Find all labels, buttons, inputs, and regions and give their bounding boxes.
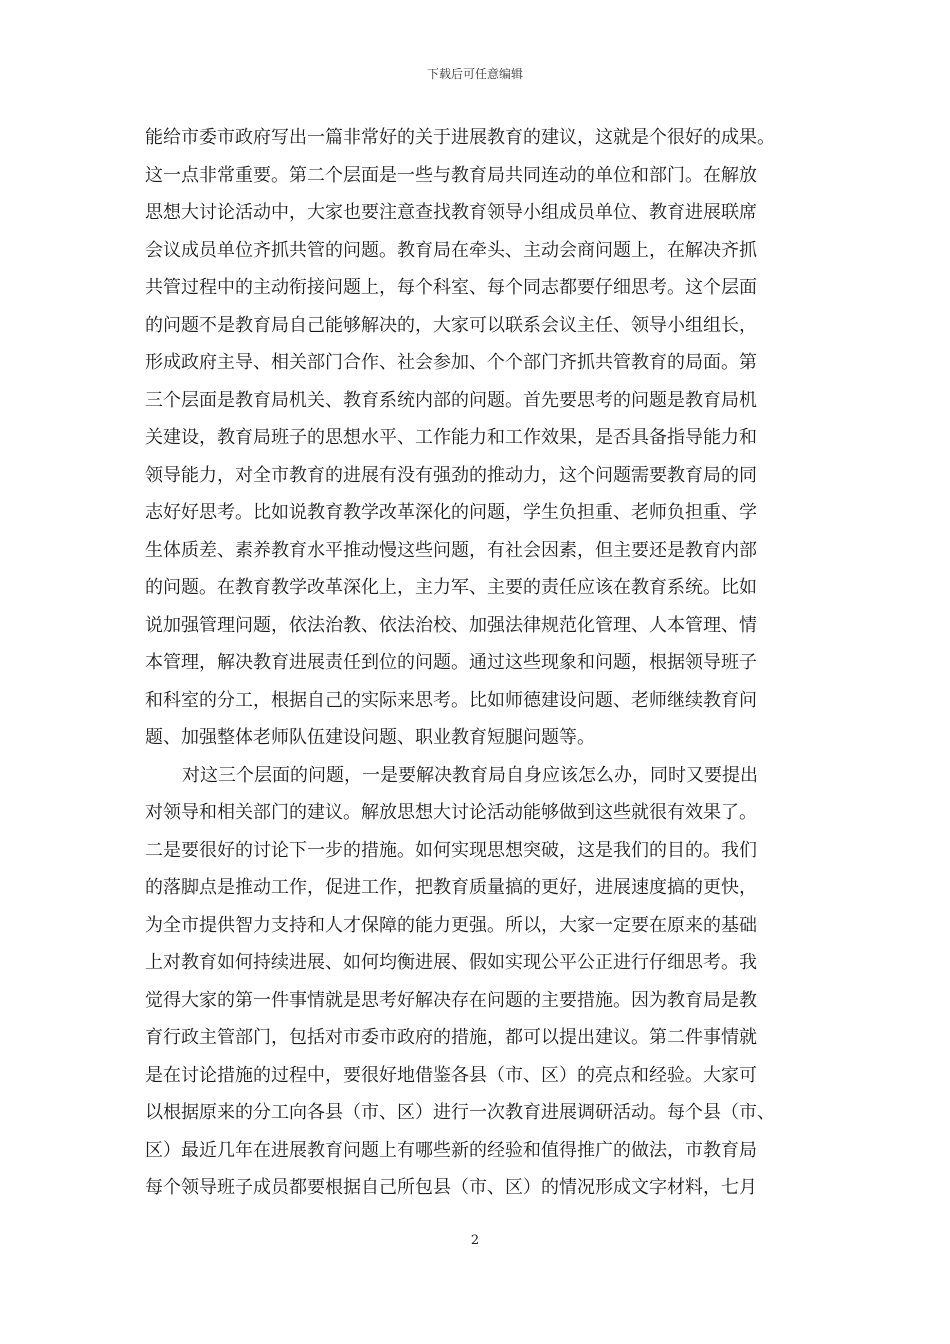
text-line: 和科室的分工，根据自己的实际来思考。比如师德建设问题、老师继续教育问 [145,689,757,711]
text-line: 上对教育如何持续进展、如何均衡进展、假如实现公平公正进行仔细思考。我 [145,952,757,973]
text-line: 以根据原来的分工向各县（市、区）进行一次教育进展调研活动。每个县（市、 [145,1102,775,1123]
page-number: 2 [470,1233,480,1248]
text-line: 育行政主管部门，包括对市委市政府的措施，都可以提出建议。第二件事情就 [145,1027,757,1048]
text-line: 关建设，教育局班子的思想水平、工作能力和工作效果，是否具备指导能力和 [145,427,757,448]
text-line: 的落脚点是推动工作，促进工作，把教育质量搞的更好，进展速度搞的更快， [145,877,757,898]
text-line: 题、加强整体老师队伍建设问题、职业教育短腿问题等。 [145,727,595,748]
text-line: 本管理，解决教育进展责任到位的问题。通过这些现象和问题，根据领导班子 [145,652,757,673]
text-line: 对领导和相关部门的建议。解放思想大讨论活动能够做到这些就很有效果了。 [145,802,757,823]
text-line: 这一点非常重要。第二个层面是一些与教育局共同连动的单位和部门。在解放 [145,164,757,186]
text-line: 领导能力，对全市教育的进展有没有强劲的推动力，这个问题需要教育局的同 [145,464,757,486]
text-line: 区）最近几年在进展教育问题上有哪些新的经验和值得推广的做法，市教育局 [145,1139,757,1161]
paragraph-2 [145,757,809,1207]
text-line: 说加强管理问题，依法治教、依法治校、加强法律规范化管理、人本管理、情 [145,614,757,636]
page-header: 下载后可任意编辑 [426,67,523,81]
text-line: 每个领导班子成员都要根据自己所包县（市、区）的情况形成文字材料，七月 [145,1177,757,1198]
text-line: 志好好思考。比如说教育教学改革深化的问题，学生负担重、老师负担重、学 [145,502,757,523]
text-line: 共管过程中的主动衔接问题上，每个科室、每个同志都要仔细思考。这个层面 [145,277,757,298]
text-line: 形成政府主导、相关部门合作、社会参加、个个部门齐抓共管教育的局面。第 [145,352,757,373]
document-body [145,119,809,1207]
text-line: 是在讨论措施的过程中，要很好地借鉴各县（市、区）的亮点和经验。大家可 [145,1064,757,1086]
paragraph-1 [145,119,809,757]
text-line: 能给市委市政府写出一篇非常好的关于进展教育的建议，这就是个很好的成果。 [145,127,775,148]
text-line: 的问题不是教育局自己能够解决的，大家可以联系会议主任、领导小组组长， [145,314,757,336]
text-line: 的问题。在教育教学改革深化上，主力军、主要的责任应该在教育系统。比如 [145,577,757,598]
text-line: 思想大讨论活动中，大家也要注意查找教育领导小组成员单位、教育进展联席 [145,202,757,223]
text-line: 三个层面是教育局机关、教育系统内部的问题。首先要思考的问题是教育局机 [145,389,757,411]
text-line: 生体质差、素养教育水平推动慢这些问题，有社会因素，但主要还是教育内部 [145,539,757,561]
text-line: 为全市提供智力支持和人才保障的能力更强。所以，大家一定要在原来的基础 [145,914,757,936]
text-line: 二是要很好的讨论下一步的措施。如何实现思想突破，这是我们的目的。我们 [145,839,757,861]
text-line: 对这三个层面的问题，一是要解决教育局自身应该怎么办，同时又要提出 [182,764,758,786]
text-line: 会议成员单位齐抓共管的问题。教育局在牵头、主动会商问题上，在解决齐抓 [145,239,757,261]
text-line: 觉得大家的第一件事情就是思考好解决存在问题的主要措施。因为教育局是教 [145,989,757,1011]
